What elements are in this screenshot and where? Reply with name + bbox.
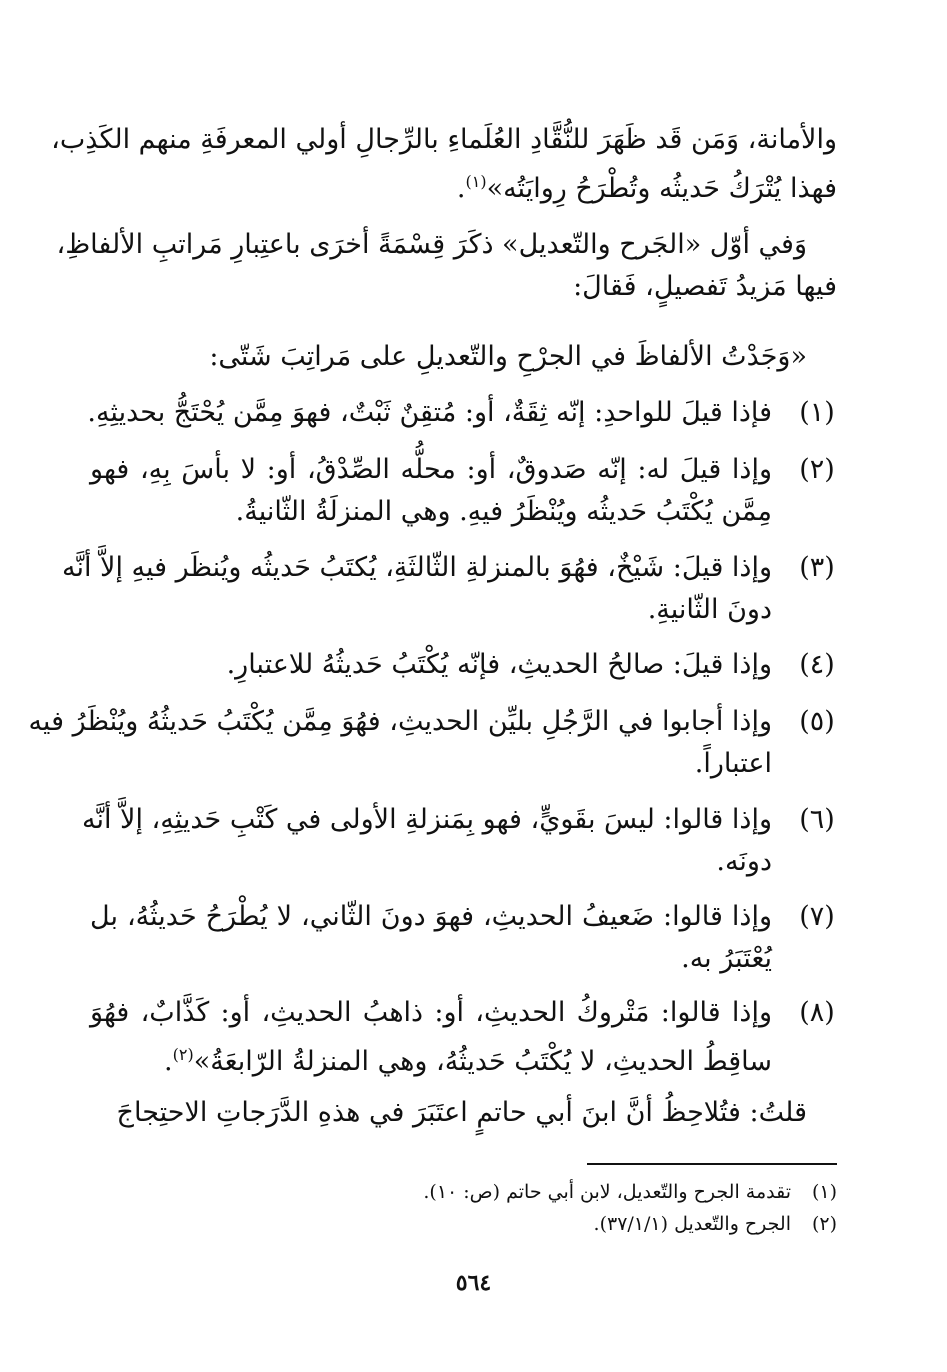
item-5-number: (٥): [799, 706, 835, 737]
paragraph-1-line-1: والأمانة، وَمَن قَد ظَهَرَ للنُّقَّادِ العُلَماءِ بالرِّجالِ أولي المعرفَةِ منهم الكَذِب،: [51, 124, 837, 155]
paragraph-1-line-2-end: .: [456, 173, 466, 204]
item-7-number: (٧): [799, 901, 835, 932]
item-3-line-2: دونَ الثّانيةِ.: [647, 594, 772, 625]
item-8-line-2: [90, 1035, 772, 1082]
item-7-line-2: يُعْتَبَرُ به.: [681, 943, 772, 974]
footnote-1-number: (١): [811, 1181, 837, 1203]
item-2-line-2: مِمَّن يُكْتَبُ حَديثُه ويُنْظَرُ فيهِ. وهي المنزلَةُ الثّانيةُ.: [235, 496, 772, 527]
quote-intro: «وَجَدْتُ الألفاظَ في الجرْحِ والتّعديلِ على مَراتِبَ شَتّى:: [209, 341, 807, 372]
item-6-line-1: وإذا قالوا: ليسَ بقَويٍّ، فهو بِمَنزلةِ الأولى في كَتْبِ حَديثِهِ، إلاَّ أنَّه: [81, 804, 772, 835]
item-5-line-2: اعتباراً.: [694, 748, 772, 779]
item-8-line-2-end: .: [164, 1046, 173, 1077]
page-number: ٥٦٤: [455, 1270, 492, 1296]
item-7-line-1: وإذا قالوا: ضَعيفُ الحديثِ، فهوَ دونَ الثّاني، لا يُطْرَحُ حَديثُهُ، بل: [90, 901, 772, 932]
footnote-ref-1: (١): [465, 172, 487, 191]
paragraph-2-line-1: وَفي أوّل «الجَرح والتّعديل» ذكَرَ قِسْمَةً أخرَى باعتِبارِ مَراتبِ الألفاظِ،: [56, 229, 807, 260]
item-4-number: (٤): [799, 649, 835, 680]
item-3-number: (٣): [799, 552, 835, 583]
paragraph-1-line-2-text: فهذا يُتْرَكُ حَديثُه وتُطْرَحُ رِوايَتُه»: [486, 173, 837, 204]
item-8-number: (٨): [799, 997, 835, 1028]
footnote-divider: [587, 1163, 837, 1165]
footnote-2: [300, 1209, 837, 1239]
item-3-line-1: وإذا قيلَ: شَيْخٌ، فهُوَ بالمنزلةِ الثّالثَةِ، يُكتَبُ حَديثُه ويُنظَر فيهِ إلاَّ أنَّه: [61, 552, 772, 583]
footnote-1-text: تقدمة الجرح والتّعديل، لابن أبي حاتم (ص: ١٠).: [423, 1181, 791, 1203]
item-8-line-2-text: ساقِطُ الحديثِ، لا يُكْتَبُ حَديثُهُ، وهي المنزلةُ الرّابعَةُ»: [193, 1046, 772, 1077]
footnote-2-number: (٢): [811, 1213, 837, 1235]
item-2-number: (٢): [799, 454, 835, 485]
paragraph-3: قلتُ: فتُلاحِظُ أنَّ ابنَ أبي حاتمٍ اعتَبَرَ في هذهِ الدَّرَجاتِ الاحتِجاجَ: [116, 1097, 807, 1128]
paragraph-2-line-2: فيها مَزيدُ تَفصيلٍ، فَقالَ:: [573, 271, 837, 302]
item-6-line-2: دونَه.: [716, 846, 772, 877]
footnote-1: [300, 1177, 837, 1207]
item-1-number: (١): [799, 397, 835, 428]
item-8-line-1: وإذا قالوا: مَتْروكُ الحديثِ، أو: ذاهبُ الحديثِ، أو: كَذَّابٌ، فهُوَ: [90, 997, 772, 1028]
footnote-ref-2: (٢): [172, 1045, 194, 1064]
item-1-line-1: فإذا قيلَ للواحدِ: إنّه ثِقَةٌ، أو: مُتقِنٌ ثَبْتٌ، فهوَ مِمَّن يُحْتَجُّ بحديثِهِ.: [87, 397, 772, 428]
item-4-line-1: وإذا قيلَ: صالحُ الحديثِ، فإنّه يُكْتَبُ حَديثُهُ للاعتبارِ.: [226, 649, 772, 680]
footnote-2-text: الجرح والتّعديل (٣٧/١/١).: [593, 1213, 791, 1235]
paragraph-1-line-2: [90, 162, 837, 209]
item-5-line-1: وإذا أجابوا في الرَّجُلِ بليِّن الحديثِ، فهُوَ مِمَّن يُكْتَبُ حَديثُهُ ويُنْظَرُ فيه: [28, 706, 772, 737]
item-2-line-1: وإذا قيلَ له: إنّه صَدوقٌ، أو: محلُّه الصِّدْقُ، أو: لا بأسَ بِهِ، فهو: [90, 454, 772, 485]
item-6-number: (٦): [799, 804, 835, 835]
